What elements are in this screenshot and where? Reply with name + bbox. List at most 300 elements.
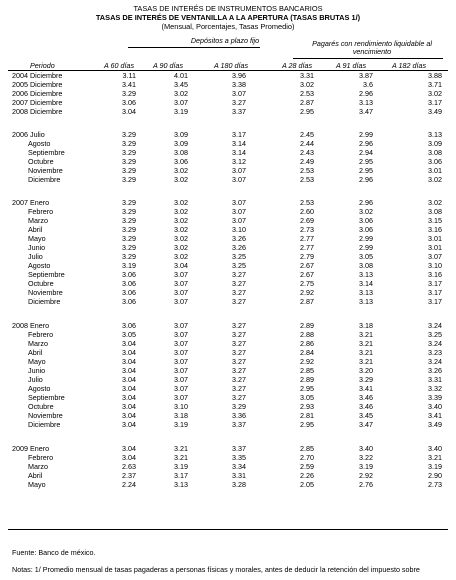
rate-cell: 3.37 [232,444,246,453]
rate-cell: 3.19 [174,462,188,471]
rate-cell: 3.02 [428,175,442,184]
rate-cell: 3.46 [359,402,373,411]
rate-cell: 3.41 [122,80,136,89]
table-row [0,176,456,184]
rate-cell: 3.06 [122,297,136,306]
rate-cell: 2.53 [300,166,314,175]
rate-cell: 3.27 [232,297,246,306]
rate-cell: 3.07 [174,384,188,393]
rate-cell: 3.02 [359,207,373,216]
table-row [0,421,456,429]
rate-cell: 2.77 [300,234,314,243]
rate-cell: 2.79 [300,252,314,261]
footer-source: Fuente: Banco de méxico. [12,548,96,557]
rate-cell: 2.92 [359,471,373,480]
rate-cell: 2.89 [300,321,314,330]
rate-cell: 3.29 [122,198,136,207]
rate-cell: 3.06 [359,225,373,234]
rate-cell: 3.19 [174,420,188,429]
rate-cell: 3.07 [428,252,442,261]
rate-cell: 2.96 [359,139,373,148]
rate-cell: 3.07 [174,393,188,402]
rate-cell: 4.01 [174,71,188,80]
rate-cell: 3.04 [122,384,136,393]
rate-cell: 3.21 [428,453,442,462]
header-rule [8,70,448,71]
rate-cell: 3.45 [359,411,373,420]
rate-cell: 3.27 [232,339,246,348]
table-row [0,481,456,489]
rate-cell: 3.29 [122,148,136,157]
rate-cell: 3.07 [232,89,246,98]
rate-cell: 3.07 [232,207,246,216]
rate-cell: 3.27 [232,321,246,330]
column-header: A 60 días [104,61,135,70]
rate-cell: 3.31 [300,71,314,80]
rate-cell: 3.02 [174,252,188,261]
rate-cell: 2.44 [300,139,314,148]
rate-cell: 3.24 [428,357,442,366]
rate-cell: 3.18 [174,411,188,420]
rate-cell: 3.02 [174,166,188,175]
rate-cell: 3.38 [232,80,246,89]
rate-cell: 3.10 [428,261,442,270]
table-row [0,340,456,348]
rate-cell: 3.19 [428,462,442,471]
rate-cell: 3.07 [174,279,188,288]
table-row [0,253,456,261]
rate-cell: 2.95 [359,166,373,175]
rate-cell: 2.63 [122,462,136,471]
rate-cell: 3.07 [174,98,188,107]
rate-cell: 2.95 [359,157,373,166]
rate-cell: 3.31 [428,375,442,384]
rate-cell: 3.20 [359,366,373,375]
row-period-label: Octubre [28,402,54,411]
rate-cell: 3.26 [232,243,246,252]
rate-cell: 3.07 [174,297,188,306]
rate-cell: 3.02 [174,198,188,207]
rate-cell: 3.09 [174,139,188,148]
rate-cell: 2.69 [300,216,314,225]
rate-cell: 2.45 [300,130,314,139]
rate-cell: 3.37 [232,420,246,429]
rate-cell: 3.15 [428,216,442,225]
rate-cell: 2.96 [359,89,373,98]
table-row [0,90,456,98]
rate-cell: 3.27 [232,357,246,366]
rate-cell: 3.27 [232,279,246,288]
rate-cell: 3.06 [122,279,136,288]
rate-cell: 2.95 [300,384,314,393]
rate-cell: 3.10 [232,225,246,234]
rate-cell: 3.02 [174,207,188,216]
rate-cell: 3.96 [232,71,246,80]
table-row [0,140,456,148]
rate-cell: 3.27 [232,384,246,393]
rate-cell: 3.02 [174,89,188,98]
rate-cell: 3.28 [232,480,246,489]
rate-cell: 3.25 [232,252,246,261]
column-header: A 180 días [214,61,249,70]
rate-cell: 2.24 [122,480,136,489]
table-row [0,349,456,357]
row-period-label: 2006 Diciembre [12,89,63,98]
rate-cell: 3.6 [363,80,373,89]
rate-cell: 3.02 [174,243,188,252]
row-period-label: Junio [28,366,46,375]
table-row [0,81,456,89]
rate-cell: 3.19 [174,107,188,116]
rate-cell: 2.96 [359,175,373,184]
rate-cell: 3.31 [232,471,246,480]
column-header: Periodo [30,61,55,70]
rate-cell: 3.07 [174,330,188,339]
rate-cell: 3.25 [428,330,442,339]
row-period-label: Julio [28,252,43,261]
table-row [0,376,456,384]
row-period-label: 2007 Enero [12,198,50,207]
table-row [0,262,456,270]
rate-cell: 2.95 [300,420,314,429]
row-period-label: 2005 Diciembre [12,80,63,89]
table-row [0,367,456,375]
rate-cell: 3.11 [122,71,136,80]
rate-cell: 2.75 [300,279,314,288]
row-period-label: Abril [28,471,43,480]
row-period-label: Noviembre [28,166,63,175]
rate-cell: 3.24 [428,321,442,330]
rate-cell: 3.27 [232,98,246,107]
rate-cell: 3.07 [174,321,188,330]
table-row [0,149,456,157]
rate-cell: 3.29 [122,130,136,139]
row-period-label: 2007 Diciembre [12,98,63,107]
rate-cell: 3.04 [122,420,136,429]
rate-cell: 3.19 [122,261,136,270]
rate-cell: 2.67 [300,270,314,279]
rate-cell: 3.14 [232,139,246,148]
rate-cell: 3.04 [122,375,136,384]
rate-cell: 2.77 [300,243,314,252]
row-period-label: Agosto [28,261,51,270]
rate-cell: 3.07 [232,216,246,225]
table-row [0,472,456,480]
row-period-label: Marzo [28,462,48,471]
rate-cell: 3.29 [122,216,136,225]
row-period-label: Febrero [28,207,54,216]
rate-cell: 3.14 [359,279,373,288]
table-row [0,322,456,330]
rate-cell: 2.89 [300,375,314,384]
rate-cell: 3.17 [428,297,442,306]
rate-cell: 3.09 [174,130,188,139]
rate-cell: 3.08 [174,148,188,157]
rate-cell: 3.13 [174,480,188,489]
table-titles [0,4,456,31]
rate-cell: 3.12 [232,157,246,166]
group-rule-deposits [128,47,260,48]
rate-cell: 3.17 [174,471,188,480]
table-row [0,99,456,107]
rate-cell: 3.07 [232,198,246,207]
row-period-label: 2004 Diciembre [12,71,63,80]
rate-cell: 3.41 [359,384,373,393]
rate-cell: 3.06 [359,216,373,225]
rate-cell: 3.08 [428,148,442,157]
rate-cell: 3.40 [428,402,442,411]
rate-cell: 3.27 [232,366,246,375]
rate-cell: 3.29 [232,402,246,411]
rate-cell: 2.86 [300,339,314,348]
group-rule-notes [293,58,443,59]
rate-cell: 3.29 [122,207,136,216]
row-period-label: Junio [28,243,46,252]
rate-cell: 3.16 [428,225,442,234]
rate-cell: 3.13 [359,270,373,279]
row-period-label: Mayo [28,357,46,366]
rate-cell: 3.47 [359,420,373,429]
rate-cell: 3.29 [122,234,136,243]
rate-cell: 3.05 [359,252,373,261]
rate-cell: 3.04 [122,453,136,462]
rate-cell: 3.27 [232,288,246,297]
rate-cell: 2.59 [300,462,314,471]
rate-cell: 3.04 [122,444,136,453]
table-row [0,244,456,252]
table-row [0,280,456,288]
rate-cell: 3.07 [174,270,188,279]
rate-cell: 3.27 [232,330,246,339]
rate-cell: 3.21 [174,444,188,453]
rate-cell: 2.26 [300,471,314,480]
table-row [0,217,456,225]
rate-cell: 2.60 [300,207,314,216]
footer-notes: Notas: 1/ Promedio mensual de tasas pagaderas a personas físicas y morales, antes de deducir la retención del impuesto sobre [12,565,420,574]
row-period-label: 2006 Julio [12,130,45,139]
title-instruments: TASAS DE INTERÉS DE INSTRUMENTOS BANCARIOS [133,4,323,13]
rate-cell: 3.05 [122,330,136,339]
rate-cell: 3.07 [174,339,188,348]
rate-cell: 3.04 [122,366,136,375]
rate-cell: 2.96 [359,198,373,207]
rate-cell: 3.36 [232,411,246,420]
table-row [0,226,456,234]
table-row [0,298,456,306]
rate-cell: 3.26 [428,366,442,375]
rate-cell: 3.88 [428,71,442,80]
rate-cell: 2.49 [300,157,314,166]
rate-cell: 3.27 [232,393,246,402]
row-period-label: Mayo [28,480,46,489]
rate-cell: 2.95 [300,107,314,116]
rate-cell: 3.41 [428,411,442,420]
rate-cell: 2.73 [428,480,442,489]
rate-cell: 3.49 [428,107,442,116]
row-period-label: Marzo [28,216,48,225]
column-header: A 28 días [282,61,313,70]
rate-cell: 3.07 [174,348,188,357]
rate-cell: 3.23 [428,348,442,357]
table-row [0,199,456,207]
row-period-label: Julio [28,375,43,384]
row-period-label: Agosto [28,384,51,393]
rate-cell: 3.02 [300,80,314,89]
rate-cell: 3.14 [232,148,246,157]
rate-cell: 3.29 [122,175,136,184]
rate-cell: 3.06 [122,98,136,107]
rate-cell: 3.34 [232,462,246,471]
row-period-label: Abril [28,225,43,234]
rate-cell: 3.35 [232,453,246,462]
rate-cell: 3.01 [428,234,442,243]
rate-cell: 3.07 [174,288,188,297]
rate-cell: 3.21 [359,339,373,348]
rate-cell: 3.08 [428,207,442,216]
rate-cell: 3.18 [359,321,373,330]
rate-cell: 3.05 [300,393,314,402]
rate-cell: 2.70 [300,453,314,462]
rate-cell: 2.92 [300,357,314,366]
rate-cell: 3.46 [359,393,373,402]
row-period-label: Noviembre [28,288,63,297]
rate-cell: 2.99 [359,243,373,252]
table-row [0,463,456,471]
rate-cell: 3.26 [232,234,246,243]
rate-cell: 3.32 [428,384,442,393]
rate-cell: 3.71 [428,80,442,89]
table-row [0,394,456,402]
rate-cell: 3.10 [174,402,188,411]
rate-cell: 3.07 [232,166,246,175]
rate-cell: 3.06 [174,157,188,166]
rate-cell: 2.67 [300,261,314,270]
rate-cell: 2.05 [300,480,314,489]
rate-cell: 3.27 [232,375,246,384]
row-period-label: Febrero [28,453,54,462]
table-row [0,235,456,243]
rate-cell: 3.04 [122,107,136,116]
rate-cell: 3.01 [428,166,442,175]
rate-cell: 3.17 [428,279,442,288]
rate-cell: 3.17 [428,288,442,297]
rate-cell: 2.92 [300,288,314,297]
rate-cell: 2.43 [300,148,314,157]
row-period-label: Marzo [28,339,48,348]
table-row [0,131,456,139]
rate-cell: 3.04 [122,357,136,366]
rate-cell: 3.04 [122,348,136,357]
group-header-promissory-notes: Pagarés con rendimiento liquidable al vencimiento [312,39,432,57]
rate-cell: 3.09 [428,139,442,148]
rate-cell: 3.21 [359,330,373,339]
table-row [0,208,456,216]
rate-cell: 3.07 [174,366,188,375]
column-header: A 182 días [392,61,427,70]
rate-cell: 2.53 [300,175,314,184]
rate-cell: 3.13 [359,297,373,306]
row-period-label: 2008 Enero [12,321,50,330]
title-rates: TASAS DE INTERÉS DE VENTANILLA A LA APERTURA (TASAS BRUTAS 1/) [95,13,361,22]
row-period-label: Febrero [28,330,54,339]
rate-cell: 3.13 [428,130,442,139]
rate-cell: 3.06 [122,270,136,279]
rate-cell: 3.27 [232,270,246,279]
row-period-label: Diciembre [28,175,61,184]
rate-cell: 2.81 [300,411,314,420]
rate-cell: 3.29 [359,375,373,384]
table-row [0,167,456,175]
rate-cell: 2.93 [300,402,314,411]
rate-cell: 2.76 [359,480,373,489]
table-row [0,445,456,453]
rate-cell: 2.37 [122,471,136,480]
table-row [0,331,456,339]
rate-cell: 3.40 [359,444,373,453]
rate-cell: 3.25 [232,261,246,270]
row-period-label: Octubre [28,279,54,288]
title-units: (Mensual, Porcentajes, Tasas Promedio) [161,22,295,31]
rate-cell: 3.06 [122,288,136,297]
rate-cell: 2.88 [300,330,314,339]
table-row [0,454,456,462]
rate-cell: 2.87 [300,98,314,107]
rate-cell: 3.29 [122,243,136,252]
rate-cell: 3.17 [232,130,246,139]
rate-cell: 3.04 [122,339,136,348]
rate-cell: 3.21 [174,453,188,462]
rate-cell: 3.29 [122,157,136,166]
table-row [0,358,456,366]
rate-cell: 3.13 [359,98,373,107]
group-header-deposits: Depósitos a plazo fijo [190,36,260,45]
rate-cell: 2.87 [300,297,314,306]
rate-cell: 3.04 [174,261,188,270]
rate-cell: 3.07 [232,175,246,184]
table-row [0,158,456,166]
table-row [0,271,456,279]
column-header: A 91 días [336,61,367,70]
rate-cell: 3.08 [359,261,373,270]
rate-cell: 3.04 [122,402,136,411]
row-period-label: Abril [28,348,43,357]
row-period-label: Diciembre [28,420,61,429]
rate-cell: 3.02 [174,234,188,243]
rate-cell: 3.29 [122,166,136,175]
row-period-label: 2008 Diciembre [12,107,63,116]
rate-cell: 3.16 [428,270,442,279]
rate-cell: 3.02 [174,216,188,225]
rate-cell: 3.39 [428,393,442,402]
table-row [0,108,456,116]
row-period-label: 2009 Enero [12,444,50,453]
rate-cell: 2.90 [428,471,442,480]
rate-cell: 3.06 [122,321,136,330]
rate-cell: 3.29 [122,225,136,234]
rate-cell: 3.29 [122,252,136,261]
rate-cell: 3.27 [232,348,246,357]
rate-cell: 3.40 [428,444,442,453]
rate-cell: 3.02 [428,198,442,207]
table-row [0,72,456,80]
rate-cell: 2.99 [359,234,373,243]
footer-rule [8,529,448,530]
rate-cell: 3.07 [174,375,188,384]
table-row [0,289,456,297]
rate-cell: 2.99 [359,130,373,139]
row-period-label: Mayo [28,234,46,243]
rate-cell: 3.01 [428,243,442,252]
